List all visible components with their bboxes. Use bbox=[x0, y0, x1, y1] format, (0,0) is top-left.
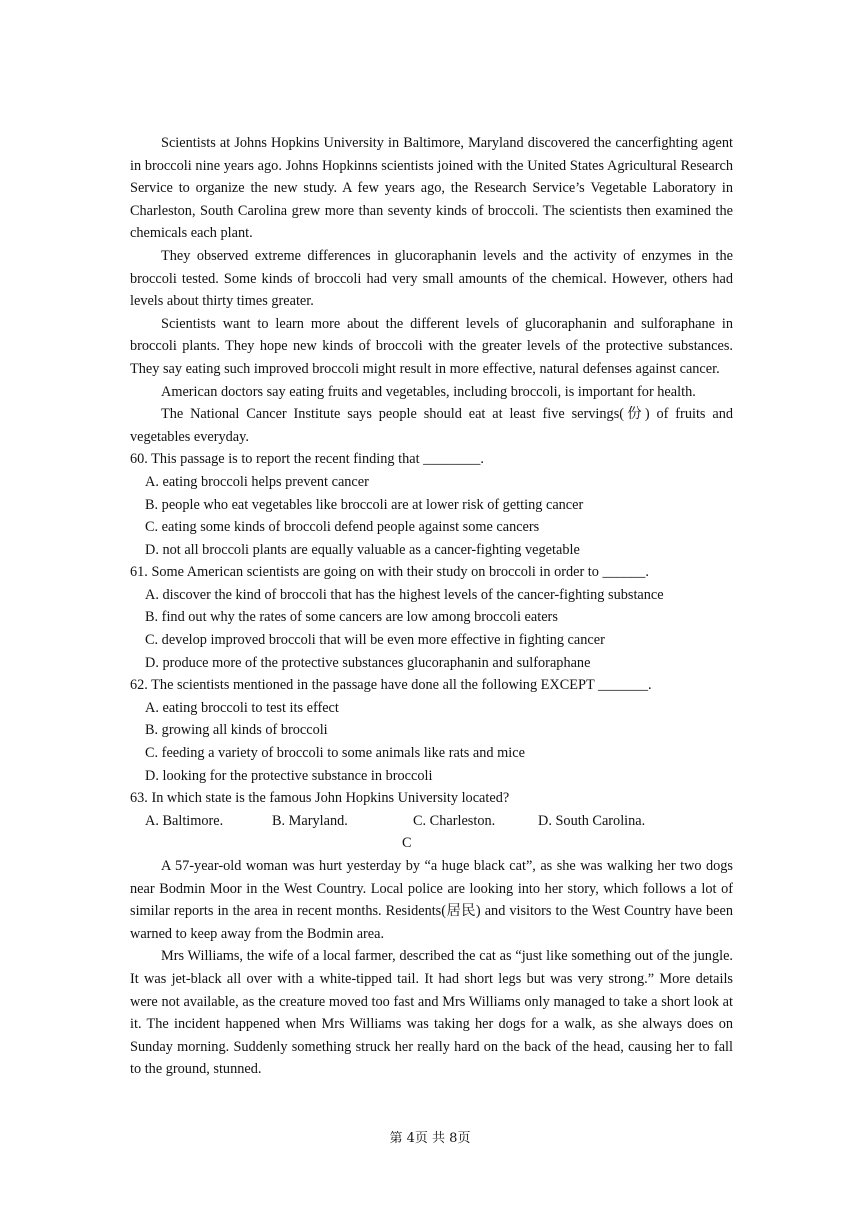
exam-page-body bbox=[130, 132, 733, 1081]
answer-option-d: D. looking for the protective substance in broccoli bbox=[145, 767, 433, 784]
page-number-footer: 第 4页 共 8页 bbox=[389, 1131, 471, 1146]
answer-option-d: D. not all broccoli plants are equally valuable as a cancer-fighting vegetable bbox=[145, 541, 580, 558]
question-stem: 60. This passage is to report the recent finding that ________. bbox=[130, 451, 484, 468]
passage-paragraph: Scientists want to learn more about the different levels of glucoraphanin and sulforaphane in broccoli plants. They hope new kinds of broccoli with the greater levels of the protective substances. They say eating such improved broccoli might result in more effective, natural defenses against cancer. bbox=[130, 315, 733, 377]
answer-option-b: B. find out why the rates of some cancers are low among broccoli eaters bbox=[145, 609, 558, 626]
answer-option-d: D. South Carolina. bbox=[538, 812, 646, 829]
question-stem: 61. Some American scientists are going on with their study on broccoli in order to ______. bbox=[130, 564, 649, 581]
answer-options-row bbox=[130, 810, 733, 833]
answer-option-c: C. develop improved broccoli that will be even more effective in fighting cancer bbox=[145, 632, 605, 649]
question-62 bbox=[130, 674, 733, 787]
passage-paragraph: Mrs Williams, the wife of a local farmer, described the cat as “just like something out of the jungle. It was jet-black all over with a white-tipped tail. It had short legs but was very strong.” More details were not available, as the creature moved too fast and Mrs Williams only managed to take a short look at it. The incident happened when Mrs Williams was taking her dogs for a walk, as she always does on Sunday morning. Suddenly something struck her really hard on the back of the head, causing her to fall to the ground, stunned. bbox=[130, 948, 733, 1078]
section-letter-heading: C bbox=[402, 835, 412, 852]
answer-option-a: A. eating broccoli to test its effect bbox=[145, 699, 339, 716]
question-63 bbox=[130, 787, 733, 832]
answer-option-b: B. growing all kinds of broccoli bbox=[145, 722, 328, 739]
passage-paragraph: A 57-year-old woman was hurt yesterday by “a huge black cat”, as she was walking her two dogs near Bodmin Moor in the West Country. Local police are looking into her story, which follows a lot of similar reports in the area in recent months. Residents(居民) and visitors to the West Country have been warned to keep away from the Bodmin area. bbox=[130, 858, 733, 942]
answer-option-b: B. people who eat vegetables like broccoli are at lower risk of getting cancer bbox=[145, 496, 584, 513]
passage-paragraph: The National Cancer Institute says people should eat at least five servings(份) of fruits and vegetables everyday. bbox=[130, 406, 733, 445]
answer-option-a: A. discover the kind of broccoli that has the highest levels of the cancer-fighting substance bbox=[145, 586, 664, 603]
passage-paragraph: They observed extreme differences in glucoraphanin levels and the activity of enzymes in the broccoli tested. Some kinds of broccoli had very small amounts of the chemical. However, others had levels about thirty times greater. bbox=[130, 247, 733, 310]
answer-option-c: C. feeding a variety of broccoli to some animals like rats and mice bbox=[145, 745, 525, 762]
question-stem: 63. In which state is the famous John Hopkins University located? bbox=[130, 790, 510, 807]
answer-option-c: C. Charleston. bbox=[413, 812, 496, 829]
question-stem: 62. The scientists mentioned in the passage have done all the following EXCEPT _______. bbox=[130, 677, 652, 694]
answer-option-b: B. Maryland. bbox=[272, 812, 348, 829]
answer-option-d: D. produce more of the protective substances glucoraphanin and sulforaphane bbox=[145, 654, 591, 671]
passage-paragraph: Scientists at Johns Hopkins University in Baltimore, Maryland discovered the cancerfighting agent in broccoli nine years ago. Johns Hopkinns scientists joined with the United States Agricultural Research Service to organize the new study. A few years ago, the Research Service’s Vegetable Laboratory in Charleston, South Carolina grew more than seventy kinds of broccoli. The scientists then examined the chemicals each plant. bbox=[130, 135, 733, 242]
passage-c bbox=[130, 855, 733, 1081]
passage-b bbox=[130, 132, 733, 448]
answer-option-a: A. eating broccoli helps prevent cancer bbox=[145, 473, 369, 490]
answer-option-a: A. Baltimore. bbox=[145, 812, 224, 829]
question-60 bbox=[130, 448, 733, 561]
question-61 bbox=[130, 561, 733, 674]
answer-option-c: C. eating some kinds of broccoli defend people against some cancers bbox=[145, 519, 540, 536]
passage-paragraph: American doctors say eating fruits and vegetables, including broccoli, is important for health. bbox=[161, 383, 696, 400]
